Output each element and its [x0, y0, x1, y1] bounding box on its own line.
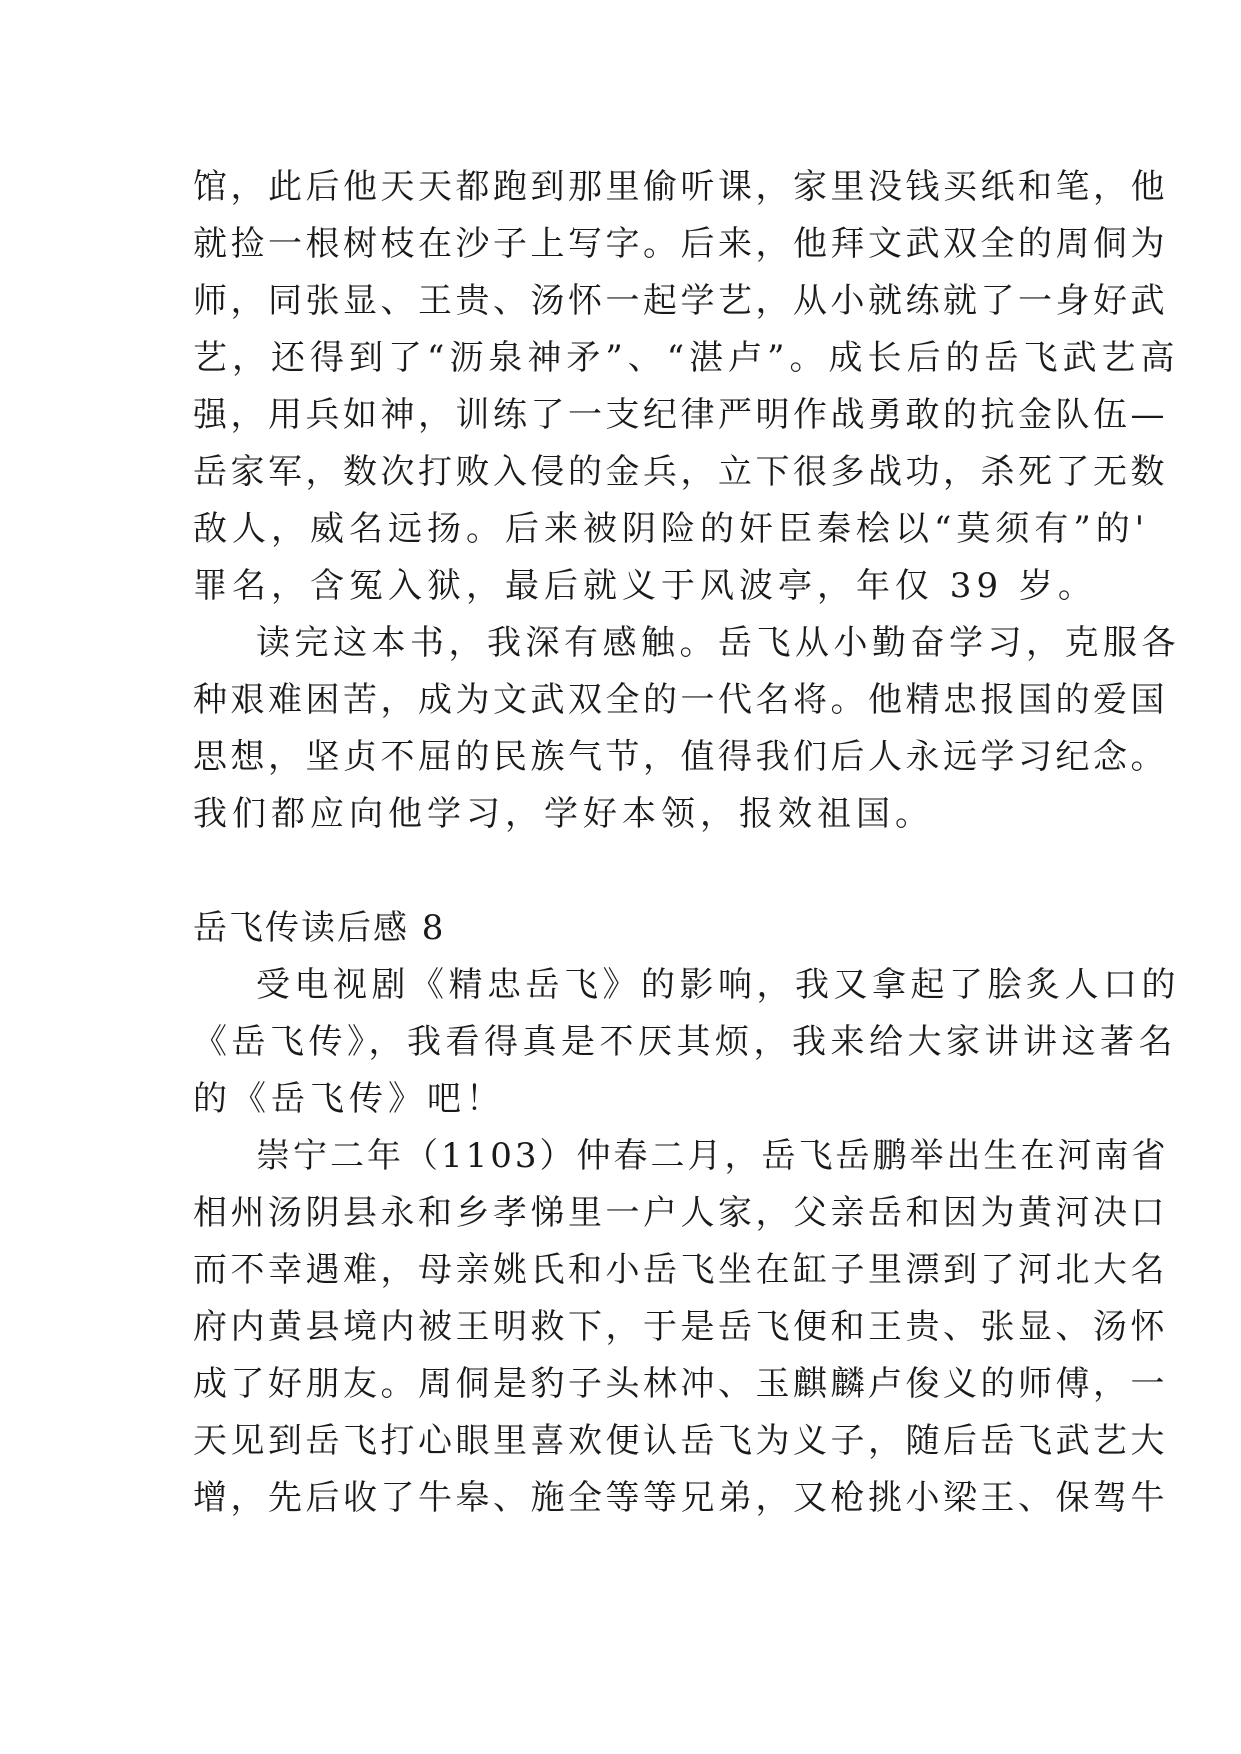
- text-line: 强，用兵如神，训练了一支纪律严明作战勇敢的抗金队伍—: [193, 395, 1168, 435]
- text-line: 种艰难困苦，成为文武双全的一代名将。他精忠报国的爱国: [193, 680, 1168, 720]
- text-line: 相州汤阴县永和乡孝悌里一户人家，父亲岳和因为黄河决口: [193, 1193, 1168, 1233]
- text-line: 天见到岳飞打心眼里喜欢便认岳飞为义子，随后岳飞武艺大: [193, 1421, 1168, 1461]
- text-line: 的《岳飞传》吧！: [193, 1079, 505, 1119]
- paragraph-first-line: 崇宁二年（1103）仲春二月，岳飞岳鹏举出生在河南省: [256, 1136, 1169, 1176]
- text-line: 成了好朋友。周侗是豹子头林冲、玉麒麟卢俊义的师傅，一: [193, 1364, 1168, 1404]
- text-line: 罪名，含冤入狱，最后就义于风波亭，年仅 39 岁。: [193, 566, 1097, 606]
- text-line: 师，同张显、王贵、汤怀一起学艺，从小就练就了一身好武: [193, 281, 1168, 321]
- text-line: 艺，还得到了“沥泉神矛”、“湛卢”。成长后的岳飞武艺高: [193, 338, 1180, 378]
- text-line: 府内黄县境内被王明救下，于是岳飞便和王贵、张显、汤怀: [193, 1307, 1168, 1347]
- text-line: 思想，坚贞不屈的民族气节，值得我们后人永远学习纪念。: [193, 737, 1168, 777]
- text-line: 敌人，威名远扬。后来被阴险的奸臣秦桧以“莫须有”的': [193, 509, 1150, 549]
- text-line: 就捡一根树枝在沙子上写字。后来，他拜文武双全的周侗为: [193, 224, 1168, 264]
- text-line: 岳家军，数次打败入侵的金兵，立下很多战功，杀死了无数: [193, 452, 1168, 492]
- text-line: 《岳飞传》，我看得真是不厌其烦，我来给大家讲讲这著名: [193, 1022, 1177, 1062]
- paragraph-first-line: 读完这本书，我深有感触。岳飞从小勤奋学习，克服各: [256, 623, 1180, 663]
- text-line: 增，先后收了牛皋、施全等等兄弟，又枪挑小梁王、保驾牛: [193, 1478, 1168, 1518]
- text-line: 馆，此后他天天都跑到那里偷听课，家里没钱买纸和笔，他: [193, 167, 1168, 207]
- paragraph-first-line: 受电视剧《精忠岳飞》的影响，我又拿起了脍炙人口的: [256, 965, 1180, 1005]
- text-line: 我们都应向他学习，学好本领，报效祖国。: [193, 794, 934, 834]
- section-heading: 岳飞传读后感 8: [193, 908, 446, 948]
- text-line: 而不幸遇难，母亲姚氏和小岳飞坐在缸子里漂到了河北大名: [193, 1250, 1168, 1290]
